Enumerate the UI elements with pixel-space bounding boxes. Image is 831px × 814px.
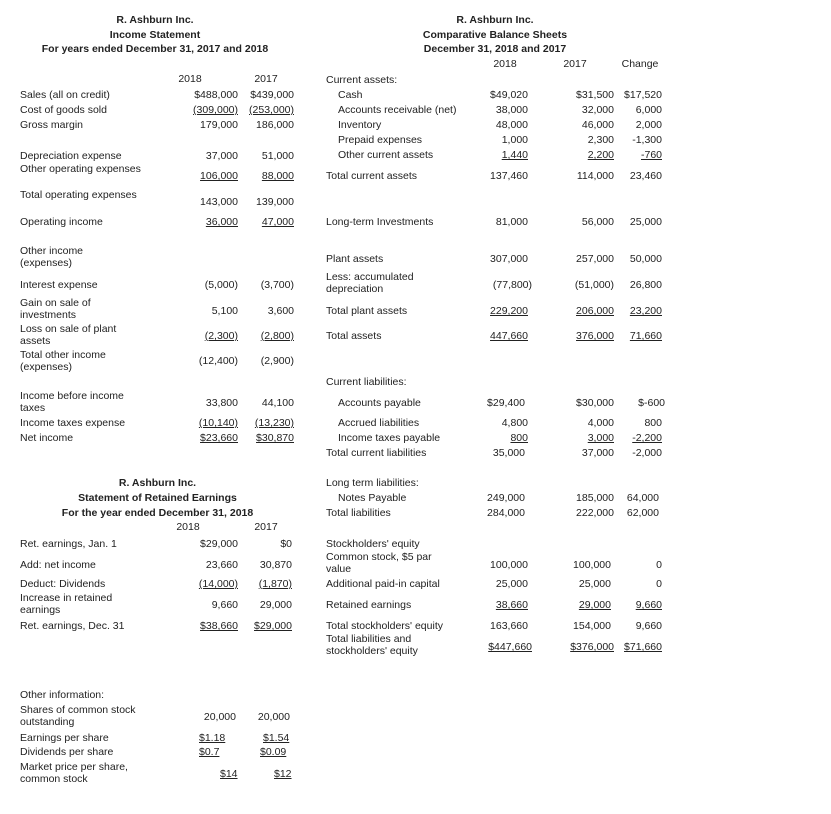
bs-row-value-2018: 1,440	[501, 149, 528, 161]
bs-row-value-2017: 32,000	[581, 104, 614, 116]
bs-section-label: Stockholders' equity	[326, 538, 420, 550]
bs-row-value-2018: 48,000	[495, 119, 528, 131]
oi-heading: Other information:	[20, 689, 105, 701]
is-row-value-2017: (13,230)	[254, 417, 294, 429]
bs-row-value-2017: 206,000	[576, 305, 614, 317]
bs-row-value-2017: 25,000	[578, 578, 611, 590]
is-row-value-2017: 186,000	[256, 119, 294, 131]
bs-row-label: Total liabilities and stockholders' equity	[326, 633, 418, 657]
bs-row-value-2017: 4,000	[587, 417, 614, 429]
bs-row-value-2018: 38,660	[495, 599, 528, 611]
bs-row-value-change: $71,660	[624, 641, 662, 653]
bs-row-value-change: 2,000	[635, 119, 662, 131]
is-row-value-2017: 139,000	[256, 196, 294, 208]
is-row-label: Sales (all on credit)	[20, 89, 110, 101]
is-row-label: Total other income (expenses)	[20, 349, 106, 373]
is-row-value-2017: (253,000)	[249, 104, 294, 116]
re-row-value-2017: (1,870)	[258, 578, 292, 590]
oi-row-value-2017: $1.54	[263, 732, 290, 744]
bs-row-label: Income taxes payable	[338, 432, 441, 444]
bs-col-2017: 2017	[563, 58, 587, 70]
is-row-value-2018: 37,000	[205, 150, 238, 162]
bs-row-value-change: 9,660	[635, 599, 662, 611]
bs-row-label: Common stock, $5 par value	[326, 551, 432, 575]
bs-row-value-2017: (51,000)	[574, 279, 614, 291]
bs-row-value-change: -760	[640, 149, 662, 161]
bs-row-value-2017: 257,000	[576, 253, 614, 265]
is-period: For years ended December 31, 2017 and 2018	[41, 43, 269, 55]
bs-row-value-2017: 376,000	[576, 330, 614, 342]
is-row-value-2018: (12,400)	[198, 355, 238, 367]
bs-row-value-change: -2,000	[632, 447, 662, 459]
bs-row-label: Notes Payable	[338, 492, 407, 504]
oi-row-value-2018: 20,000	[203, 711, 236, 723]
bs-row-value-change: 62,000	[626, 507, 659, 519]
bs-row-value-change: 64,000	[626, 492, 659, 504]
re-row-label: Deduct: Dividends	[20, 578, 106, 590]
is-row-value-2018: (5,000)	[204, 279, 238, 291]
is-row-label: Loss on sale of plant assets	[20, 323, 117, 347]
is-row-label: Gross margin	[20, 119, 84, 131]
bs-row-value-change: 9,660	[635, 620, 662, 632]
bs-section-label: Current liabilities:	[326, 376, 407, 388]
bs-row-value-2018: 800	[510, 432, 528, 444]
bs-row-value-2017: 222,000	[576, 507, 614, 519]
re-row-value-2018: (14,000)	[198, 578, 238, 590]
bs-row-value-change: 23,200	[629, 305, 662, 317]
bs-row-label: Total current assets	[326, 170, 418, 182]
bs-col-change: Change	[621, 58, 659, 70]
is-row-label: Income before income taxes	[20, 390, 124, 414]
bs-row-label: Inventory	[338, 119, 382, 131]
bs-row-value-change: 50,000	[629, 253, 662, 265]
is-row-label: Income taxes expense	[20, 417, 126, 429]
is-row-value-2017: 51,000	[261, 150, 294, 162]
re-row-label: Ret. earnings, Dec. 31	[20, 620, 125, 632]
is-row-value-2018: 5,100	[211, 305, 238, 317]
is-year-2018: 2018	[178, 73, 202, 85]
is-row-value-2017: $439,000	[250, 89, 294, 101]
is-row-label: Cost of goods sold	[20, 104, 107, 116]
bs-row-value-2017: 100,000	[573, 559, 611, 571]
bs-row-value-2018: 249,000	[487, 492, 525, 504]
bs-row-value-change: 0	[656, 578, 662, 590]
is-row-value-2018: (309,000)	[193, 104, 238, 116]
bs-row-value-change: 23,460	[629, 170, 662, 182]
bs-row-label: Retained earnings	[326, 599, 412, 611]
is-row-value-2017: 3,600	[267, 305, 294, 317]
bs-row-value-2017: $30,000	[576, 397, 614, 409]
bs-row-label: Accrued liabilities	[338, 417, 420, 429]
re-period: For the year ended December 31, 2018	[61, 507, 254, 519]
bs-row-value-change: 6,000	[635, 104, 662, 116]
bs-row-label: Accounts payable	[338, 397, 421, 409]
bs-row-value-2017: 114,000	[576, 170, 614, 182]
is-row-value-2018: $23,660	[200, 432, 238, 444]
bs-row-value-2018: (77,800)	[492, 279, 532, 291]
oi-row-value-2017: $0.09	[260, 746, 287, 758]
is-row-value-2017: (2,900)	[260, 355, 294, 367]
bs-row-label: Less: accumulated depreciation	[326, 271, 414, 295]
re-row-label: Add: net income	[20, 559, 96, 571]
re-row-value-2018: $38,660	[200, 620, 238, 632]
bs-row-value-2017: 154,000	[573, 620, 611, 632]
is-row-value-2017: (3,700)	[260, 279, 294, 291]
is-title: Income Statement	[109, 29, 201, 41]
bs-row-value-2018: 81,000	[495, 216, 528, 228]
bs-row-value-2017: 185,000	[576, 492, 614, 504]
bs-row-label: Total assets	[326, 330, 382, 342]
bs-row-label: Total plant assets	[326, 305, 408, 317]
bs-row-label: Additional paid-in capital	[326, 578, 440, 590]
oi-row-value-2018: $1.18	[199, 732, 226, 744]
bs-row-value-2018: 447,660	[490, 330, 528, 342]
bs-row-label: Total stockholders' equity	[326, 620, 443, 632]
bs-section-label: Current assets:	[326, 74, 398, 86]
bs-row-value-2017: 2,300	[587, 134, 614, 146]
bs-row-value-2018: 100,000	[490, 559, 528, 571]
is-row-value-2017: 47,000	[261, 216, 294, 228]
bs-row-label: Total current liabilities	[326, 447, 427, 459]
bs-row-value-2018: 137,460	[490, 170, 528, 182]
is-row-value-2018: (10,140)	[198, 417, 238, 429]
bs-row-value-2018: 25,000	[495, 578, 528, 590]
bs-row-value-2017: 2,200	[587, 149, 614, 161]
bs-row-label: Plant assets	[326, 253, 384, 265]
oi-row-value-2018: $14	[220, 768, 238, 780]
is-year-2017: 2017	[254, 73, 278, 85]
re-row-value-2018: $29,000	[200, 538, 238, 550]
bs-row-value-2017: 3,000	[587, 432, 614, 444]
bs-col-2018: 2018	[493, 58, 517, 70]
bs-row-value-change: 0	[656, 559, 662, 571]
bs-row-value-2018: 163,660	[490, 620, 528, 632]
oi-row-value-2018: $0.7	[199, 746, 220, 758]
is-row-value-2018: 143,000	[200, 196, 238, 208]
bs-row-value-change: 71,660	[629, 330, 662, 342]
bs-period: December 31, 2018 and 2017	[423, 43, 567, 55]
is-row-label: Net income	[20, 432, 74, 444]
oi-row-label: Shares of common stock outstanding	[20, 704, 136, 728]
bs-row-value-2018: $29,400	[487, 397, 525, 409]
bs-row-value-change: 800	[644, 417, 662, 429]
bs-row-value-2017: 46,000	[581, 119, 614, 131]
is-row-label: Other operating expenses	[20, 163, 141, 175]
is-row-label: Interest expense	[20, 279, 98, 291]
re-row-value-2017: 30,870	[259, 559, 292, 571]
bs-row-value-2017: $31,500	[576, 89, 614, 101]
bs-row-label: Prepaid expenses	[338, 134, 423, 146]
is-row-value-2018: 36,000	[205, 216, 238, 228]
bs-row-value-change: 26,800	[629, 279, 662, 291]
re-year-2018: 2018	[176, 521, 200, 533]
is-row-label: Depreciation expense	[20, 150, 122, 162]
re-row-label: Ret. earnings, Jan. 1	[20, 538, 117, 550]
is-row-label: Gain on sale of investments	[20, 297, 91, 321]
bs-row-value-2018: 284,000	[487, 507, 525, 519]
re-row-value-2017: $29,000	[254, 620, 292, 632]
re-row-value-2018: 9,660	[211, 599, 238, 611]
re-row-value-2018: 23,660	[205, 559, 238, 571]
oi-row-value-2017: $12	[274, 768, 292, 780]
bs-row-value-2018: 38,000	[495, 104, 528, 116]
bs-row-label: Cash	[338, 89, 363, 101]
bs-section-label: Long term liabilities:	[326, 477, 419, 489]
oi-row-label: Earnings per share	[20, 732, 109, 744]
is-row-value-2017: $30,870	[256, 432, 294, 444]
bs-row-label: Other current assets	[338, 149, 434, 161]
bs-row-value-change: -2,200	[632, 432, 662, 444]
is-row-label: Total operating expenses	[20, 189, 137, 201]
oi-row-value-2017: 20,000	[257, 711, 290, 723]
bs-row-value-2018: 4,800	[501, 417, 528, 429]
bs-row-label: Accounts receivable (net)	[338, 104, 457, 116]
bs-row-value-2018: 35,000	[492, 447, 525, 459]
bs-row-value-change: 25,000	[629, 216, 662, 228]
bs-title: Comparative Balance Sheets	[422, 29, 568, 41]
oi-row-label: Dividends per share	[20, 746, 114, 758]
bs-row-value-change: $-600	[638, 397, 665, 409]
re-title: Statement of Retained Earnings	[78, 492, 237, 504]
bs-row-value-2018: 307,000	[490, 253, 528, 265]
bs-row-value-2018: 1,000	[501, 134, 528, 146]
re-year-2017: 2017	[254, 521, 278, 533]
is-row-value-2017: (2,800)	[260, 330, 294, 342]
bs-row-value-2017: 29,000	[578, 599, 611, 611]
oi-row-label: Market price per share, common stock	[20, 761, 128, 785]
bs-row-value-change: -1,300	[632, 134, 662, 146]
is-company: R. Ashburn Inc.	[116, 14, 194, 26]
is-row-value-2017: 44,100	[261, 397, 294, 409]
bs-row-value-2018: 229,200	[490, 305, 528, 317]
bs-row-value-2017: $376,000	[570, 641, 614, 653]
bs-row-value-2018: $447,660	[488, 641, 532, 653]
bs-row-label: Long-term Investments	[326, 216, 434, 228]
bs-row-label: Total liabilities	[326, 507, 391, 519]
is-row-value-2018: 33,800	[205, 397, 238, 409]
bs-company: R. Ashburn Inc.	[456, 14, 534, 26]
is-row-value-2018: 106,000	[200, 170, 238, 182]
bs-row-value-2017: 37,000	[581, 447, 614, 459]
is-row-value-2018: $488,000	[194, 89, 238, 101]
is-row-value-2018: 179,000	[200, 119, 238, 131]
is-row-label: Other income (expenses)	[20, 245, 84, 269]
bs-row-value-2018: $49,020	[490, 89, 528, 101]
re-row-label: Increase in retained earnings	[20, 592, 113, 616]
re-row-value-2017: 29,000	[259, 599, 292, 611]
is-row-label: Operating income	[20, 216, 103, 228]
is-row-value-2018: (2,300)	[204, 330, 238, 342]
re-company: R. Ashburn Inc.	[118, 477, 197, 489]
bs-row-value-2017: 56,000	[581, 216, 614, 228]
re-row-value-2017: $0	[280, 538, 292, 550]
bs-row-value-change: $17,520	[624, 89, 662, 101]
is-row-value-2017: 88,000	[261, 170, 294, 182]
